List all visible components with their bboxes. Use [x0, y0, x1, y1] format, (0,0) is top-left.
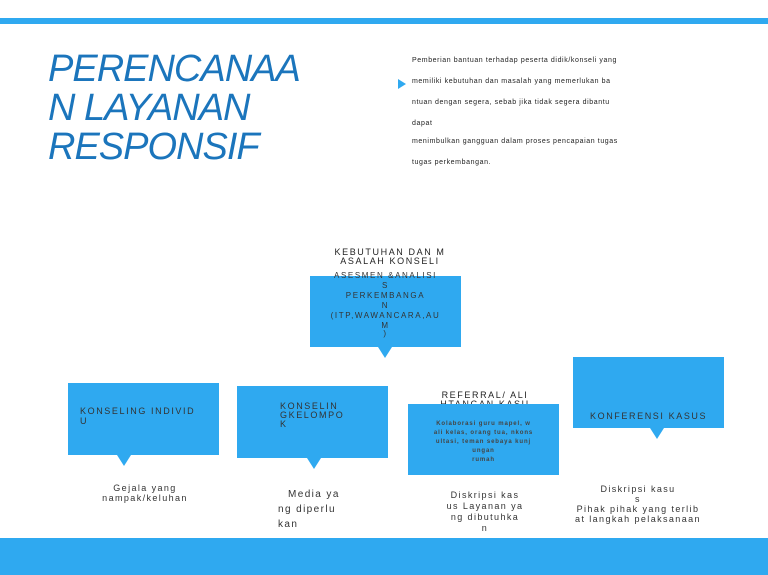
description-line: dapat: [412, 120, 433, 127]
assessment-line: ): [383, 329, 388, 338]
group-counseling-label: KONSELIN GKELOMPO K: [280, 401, 345, 429]
individual-note: Gejala yang nampak/keluhan: [102, 483, 188, 503]
title-line-3: RESPONSIF: [48, 126, 259, 168]
description-line: tugas perkembangan.: [412, 159, 492, 166]
title-line-1: PERENCANAA: [48, 48, 300, 90]
callout-pointer: [307, 458, 321, 469]
group-note: Media ya ng diperlu kan: [278, 489, 340, 530]
assessment-line: M: [381, 321, 390, 330]
assessment-line: PERKEMBANGA: [345, 291, 426, 300]
description-line: ntuan dengan segera, sebab jika tidak segera dibantu: [412, 99, 610, 106]
referral-detail: Kolaborasi guru mapel, w ali kelas, orang tua, nkons ultasi, teman sebaya kunj ungan rumah: [433, 421, 534, 463]
center-title-line: KEBUTUHAN DAN M: [334, 247, 446, 257]
bullet-arrow-icon: [398, 79, 406, 89]
bottom-accent-bar: [0, 538, 768, 575]
individual-counseling-callout: [68, 383, 219, 455]
assessment-line: S: [382, 281, 389, 290]
callout-pointer: [378, 347, 392, 358]
assessment-line: ASESMEN &ANALISI: [334, 271, 437, 280]
individual-counseling-label: KONSELING INDIVID U: [80, 406, 196, 426]
callout-pointer: [650, 428, 664, 439]
assessment-callout: [310, 271, 461, 347]
description-line: menimbulkan gangguan dalam proses pencapaian tugas: [412, 138, 618, 145]
title-line-2: N LAYANAN: [48, 87, 250, 129]
center-title-line: ASALAH KONSELI: [340, 256, 440, 266]
assessment-line: N: [381, 301, 390, 310]
assessment-text: [316, 270, 455, 338]
assessment-line: (ITP,WAWANCARA,AU: [330, 311, 441, 320]
page-title: [48, 50, 348, 167]
conference-note: Diskripsi kasu s Pihak pihak yang terlib at langkah pelaksanaan: [575, 484, 701, 524]
callout-pointer: [117, 455, 131, 466]
description-line: Pemberian bantuan terhadap peserta didik/konseli yang: [412, 57, 617, 64]
referral-note: Diskripsi kas us Layanan ya ng dibutuhka n: [446, 490, 524, 533]
group-counseling-callout: [237, 386, 388, 458]
referral-callout: [408, 404, 559, 475]
center-title: [320, 248, 460, 266]
case-conference-callout: [573, 357, 724, 428]
referral-title: REFERRAL/ ALI: [441, 390, 529, 400]
case-conference-label: KONFERENSI KASUS: [590, 411, 708, 421]
description-line: memiliki kebutuhan dan masalah yang memerlukan ba: [412, 78, 611, 85]
description: [412, 56, 712, 179]
top-accent-bar: [0, 18, 768, 24]
